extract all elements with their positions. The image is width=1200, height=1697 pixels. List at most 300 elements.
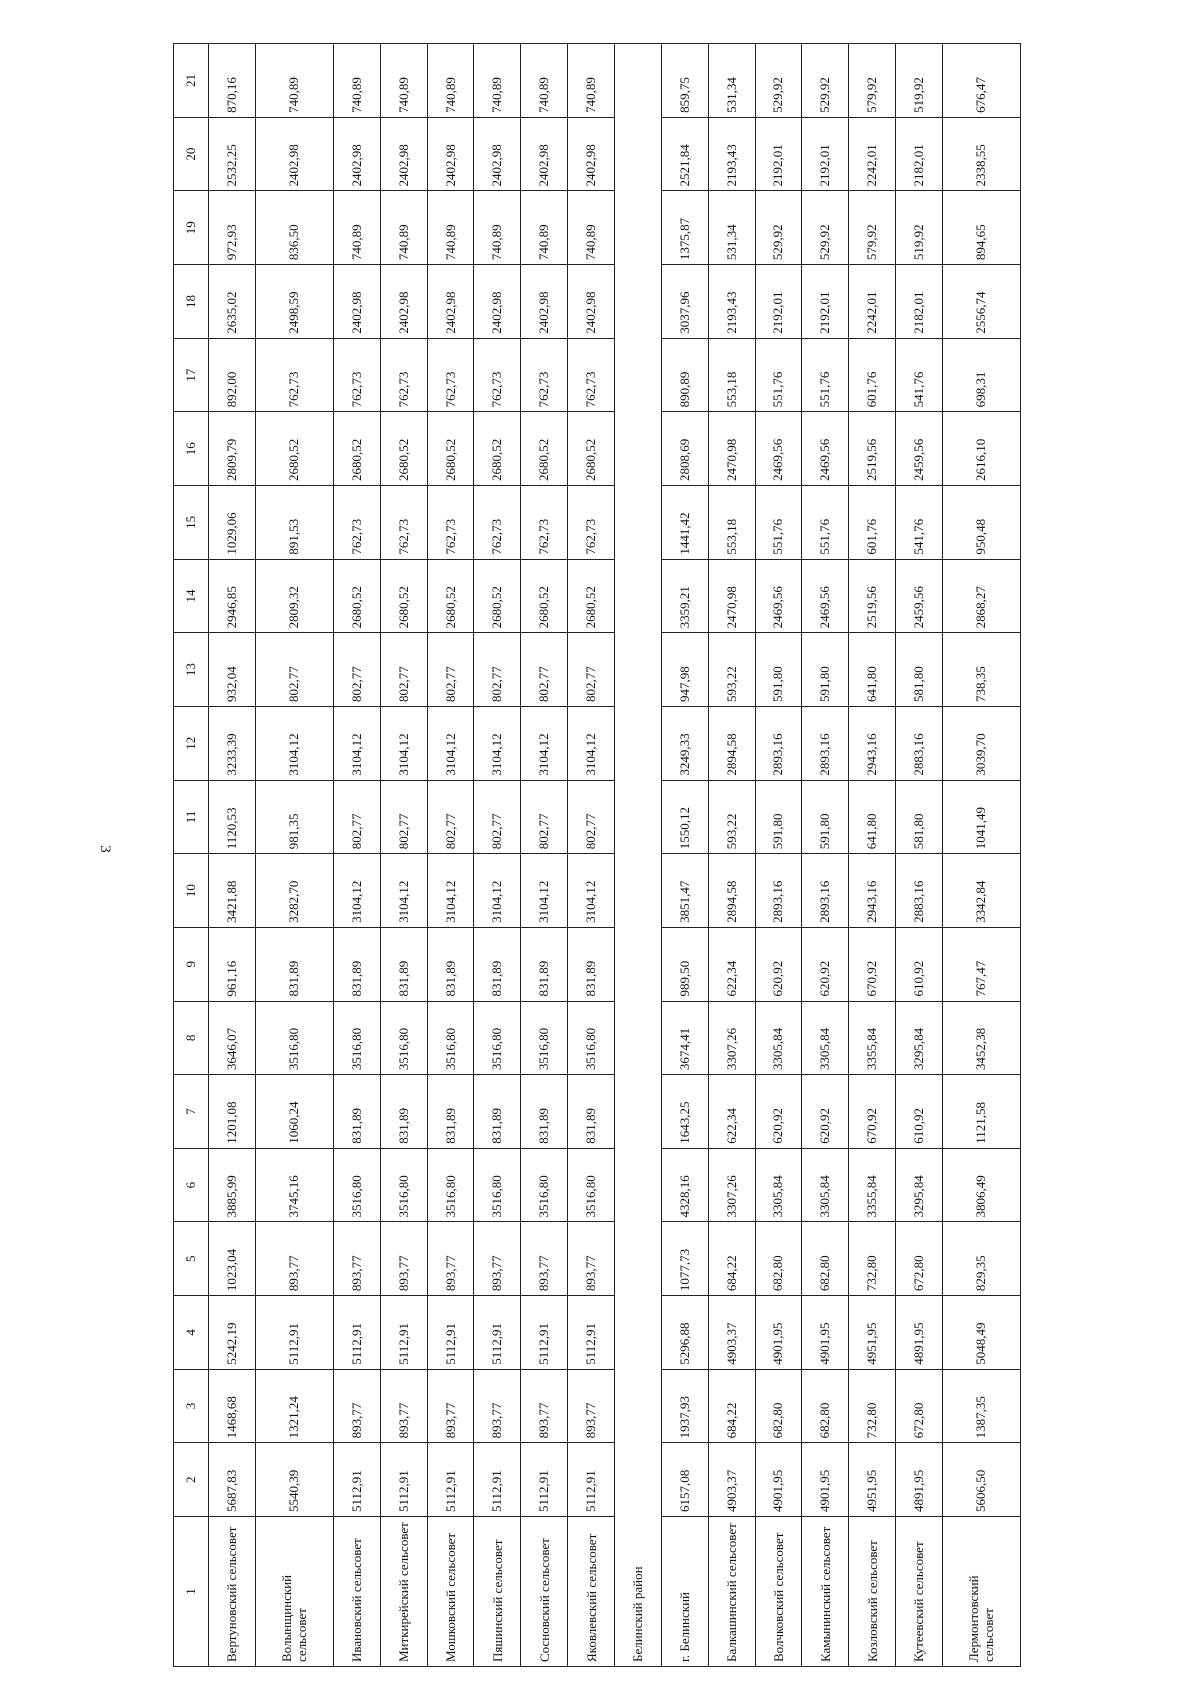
value-cell: 601,76 — [849, 486, 896, 560]
value-cell: 5112,91 — [333, 1443, 380, 1517]
table-row — [255, 44, 333, 1667]
value-cell: 2182,01 — [896, 117, 943, 191]
section-filler-cell — [614, 1369, 661, 1443]
value-cell: 2182,01 — [896, 265, 943, 339]
value-cell: 3104,12 — [568, 854, 615, 928]
value-cell: 892,00 — [209, 338, 256, 412]
value-cell: 3516,80 — [568, 1001, 615, 1075]
value-cell: 932,04 — [209, 633, 256, 707]
value-cell: 551,76 — [755, 338, 802, 412]
row-name: Камынинский сельсовет — [802, 1517, 849, 1667]
value-cell: 2402,98 — [521, 117, 568, 191]
value-cell: 3104,12 — [333, 706, 380, 780]
value-cell: 740,89 — [333, 191, 380, 265]
value-cell: 893,77 — [521, 1222, 568, 1296]
value-cell: 682,80 — [755, 1222, 802, 1296]
value-cell: 3516,80 — [568, 1148, 615, 1222]
value-cell: 2680,52 — [568, 412, 615, 486]
value-cell: 802,77 — [333, 780, 380, 854]
section-filler-cell — [614, 559, 661, 633]
value-cell: 2192,01 — [802, 117, 849, 191]
row-name: Балкашинский сельсовет — [708, 1517, 755, 1667]
value-cell: 2402,98 — [521, 265, 568, 339]
value-cell: 762,73 — [255, 338, 333, 412]
value-cell: 3355,84 — [849, 1148, 896, 1222]
value-cell: 3282,70 — [255, 854, 333, 928]
value-cell: 591,80 — [755, 633, 802, 707]
value-cell: 3104,12 — [380, 706, 427, 780]
value-cell: 3104,12 — [521, 854, 568, 928]
value-cell: 4891,95 — [896, 1296, 943, 1370]
value-cell: 740,89 — [427, 191, 474, 265]
value-cell: 698,31 — [942, 338, 1020, 412]
value-cell: 684,22 — [708, 1369, 755, 1443]
value-cell: 591,80 — [802, 780, 849, 854]
value-cell: 1643,25 — [661, 1075, 708, 1149]
value-cell: 529,92 — [755, 44, 802, 118]
value-cell: 3104,12 — [427, 706, 474, 780]
value-cell: 1321,24 — [255, 1369, 333, 1443]
value-cell: 2808,69 — [661, 412, 708, 486]
value-cell: 3516,80 — [380, 1148, 427, 1222]
column-header-4: 4 — [174, 1296, 209, 1370]
value-cell: 3516,80 — [333, 1001, 380, 1075]
value-cell: 2868,27 — [942, 559, 1020, 633]
value-cell: 740,89 — [380, 191, 427, 265]
value-cell: 3104,12 — [474, 854, 521, 928]
value-cell: 894,65 — [942, 191, 1020, 265]
value-cell: 682,80 — [802, 1222, 849, 1296]
value-cell: 2470,98 — [708, 412, 755, 486]
value-cell: 740,89 — [474, 44, 521, 118]
value-cell: 672,80 — [896, 1369, 943, 1443]
row-name: Мошковский сельсовет — [427, 1517, 474, 1667]
value-cell: 870,16 — [209, 44, 256, 118]
value-cell: 2680,52 — [380, 559, 427, 633]
value-cell: 762,73 — [568, 486, 615, 560]
value-cell: 2192,01 — [802, 265, 849, 339]
value-cell: 1060,24 — [255, 1075, 333, 1149]
value-cell: 831,89 — [521, 927, 568, 1001]
value-cell: 3452,38 — [942, 1001, 1020, 1075]
value-cell: 2402,98 — [333, 117, 380, 191]
value-cell: 2402,98 — [427, 265, 474, 339]
table-row — [896, 44, 943, 1667]
value-cell: 802,77 — [255, 633, 333, 707]
value-cell: 2402,98 — [474, 117, 521, 191]
value-cell: 2192,01 — [755, 117, 802, 191]
value-cell: 2469,56 — [755, 559, 802, 633]
value-cell: 2680,52 — [521, 559, 568, 633]
value-cell: 893,77 — [427, 1369, 474, 1443]
value-cell: 2680,52 — [521, 412, 568, 486]
value-cell: 3305,84 — [802, 1148, 849, 1222]
table-row — [380, 44, 427, 1667]
value-cell: 831,89 — [380, 927, 427, 1001]
table-row — [427, 44, 474, 1667]
value-cell: 2894,58 — [708, 706, 755, 780]
section-filler-cell — [614, 927, 661, 1001]
value-cell: 740,89 — [568, 191, 615, 265]
value-cell: 593,22 — [708, 780, 755, 854]
value-cell: 2402,98 — [255, 117, 333, 191]
value-cell: 5242,19 — [209, 1296, 256, 1370]
value-cell: 2402,98 — [474, 265, 521, 339]
value-cell: 1077,73 — [661, 1222, 708, 1296]
value-cell: 531,34 — [708, 44, 755, 118]
column-header-10: 10 — [174, 854, 209, 928]
column-header-20: 20 — [174, 117, 209, 191]
section-filler-cell — [614, 1443, 661, 1517]
value-cell: 2616,10 — [942, 412, 1020, 486]
value-cell: 2680,52 — [474, 559, 521, 633]
tariff-table — [173, 43, 1021, 1667]
value-cell: 2680,52 — [427, 559, 474, 633]
value-cell: 2193,43 — [708, 265, 755, 339]
row-name: Лермонтовский сельсовет — [942, 1517, 1020, 1667]
value-cell: 2338,55 — [942, 117, 1020, 191]
value-cell: 553,18 — [708, 338, 755, 412]
value-cell: 4901,95 — [755, 1296, 802, 1370]
page-number: 3 — [97, 845, 113, 853]
value-cell: 2883,16 — [896, 706, 943, 780]
value-cell: 541,76 — [896, 486, 943, 560]
value-cell: 5112,91 — [568, 1443, 615, 1517]
value-cell: 1441,42 — [661, 486, 708, 560]
value-cell: 762,73 — [521, 486, 568, 560]
value-cell: 3745,16 — [255, 1148, 333, 1222]
value-cell: 2680,52 — [380, 412, 427, 486]
value-cell: 3516,80 — [521, 1001, 568, 1075]
value-cell: 738,35 — [942, 633, 1020, 707]
value-cell: 2883,16 — [896, 854, 943, 928]
value-cell: 5112,91 — [474, 1443, 521, 1517]
value-cell: 2470,98 — [708, 559, 755, 633]
value-cell: 2402,98 — [380, 117, 427, 191]
value-cell: 3104,12 — [380, 854, 427, 928]
value-cell: 670,92 — [849, 1075, 896, 1149]
value-cell: 5112,91 — [380, 1443, 427, 1517]
value-cell: 762,73 — [427, 486, 474, 560]
column-header-12: 12 — [174, 706, 209, 780]
value-cell: 3295,84 — [896, 1148, 943, 1222]
table-row — [209, 44, 256, 1667]
value-cell: 5112,91 — [521, 1443, 568, 1517]
value-cell: 802,77 — [427, 780, 474, 854]
value-cell: 5112,91 — [333, 1296, 380, 1370]
value-cell: 802,77 — [521, 780, 568, 854]
row-name: Пяшинский сельсовет — [474, 1517, 521, 1667]
value-cell: 3305,84 — [755, 1148, 802, 1222]
table-row — [849, 44, 896, 1667]
value-cell: 2519,56 — [849, 412, 896, 486]
column-header-9: 9 — [174, 927, 209, 1001]
value-cell: 831,89 — [474, 1075, 521, 1149]
value-cell: 802,77 — [380, 780, 427, 854]
value-cell: 4951,95 — [849, 1296, 896, 1370]
value-cell: 2809,79 — [209, 412, 256, 486]
value-cell: 529,92 — [802, 44, 849, 118]
value-cell: 620,92 — [802, 927, 849, 1001]
table-row — [802, 44, 849, 1667]
table-row — [661, 44, 708, 1667]
value-cell: 2498,59 — [255, 265, 333, 339]
value-cell: 762,73 — [474, 338, 521, 412]
value-cell: 3037,96 — [661, 265, 708, 339]
row-name: Кутеевский сельсовет — [896, 1517, 943, 1667]
table-container — [173, 44, 1021, 1667]
value-cell: 893,77 — [380, 1369, 427, 1443]
value-cell: 732,80 — [849, 1222, 896, 1296]
value-cell: 591,80 — [755, 780, 802, 854]
value-cell: 622,34 — [708, 927, 755, 1001]
value-cell: 740,89 — [521, 44, 568, 118]
value-cell: 581,80 — [896, 633, 943, 707]
row-name: Волынщинский сельсовет — [255, 1517, 333, 1667]
value-cell: 620,92 — [802, 1075, 849, 1149]
value-cell: 541,76 — [896, 338, 943, 412]
value-cell: 831,89 — [568, 1075, 615, 1149]
value-cell: 3885,99 — [209, 1148, 256, 1222]
value-cell: 3355,84 — [849, 1001, 896, 1075]
value-cell: 740,89 — [427, 44, 474, 118]
section-filler-cell — [614, 1001, 661, 1075]
value-cell: 3342,84 — [942, 854, 1020, 928]
value-cell: 5296,88 — [661, 1296, 708, 1370]
value-cell: 529,92 — [755, 191, 802, 265]
value-cell: 891,53 — [255, 486, 333, 560]
value-cell: 3806,49 — [942, 1148, 1020, 1222]
column-header-5: 5 — [174, 1222, 209, 1296]
column-header-19: 19 — [174, 191, 209, 265]
row-name: г. Белинский — [661, 1517, 708, 1667]
value-cell: 3305,84 — [802, 1001, 849, 1075]
value-cell: 1387,35 — [942, 1369, 1020, 1443]
value-cell: 4951,95 — [849, 1443, 896, 1517]
value-cell: 670,92 — [849, 927, 896, 1001]
value-cell: 3104,12 — [474, 706, 521, 780]
value-cell: 529,92 — [802, 191, 849, 265]
value-cell: 551,76 — [802, 486, 849, 560]
value-cell: 762,73 — [568, 338, 615, 412]
section-filler-cell — [614, 1222, 661, 1296]
value-cell: 2402,98 — [427, 117, 474, 191]
value-cell: 890,89 — [661, 338, 708, 412]
value-cell: 2532,25 — [209, 117, 256, 191]
value-cell: 989,50 — [661, 927, 708, 1001]
value-cell: 682,80 — [802, 1369, 849, 1443]
value-cell: 2809,32 — [255, 559, 333, 633]
section-filler-cell — [614, 191, 661, 265]
value-cell: 2893,16 — [755, 854, 802, 928]
value-cell: 2193,43 — [708, 117, 755, 191]
table-row — [474, 44, 521, 1667]
value-cell: 2402,98 — [568, 117, 615, 191]
value-cell: 641,80 — [849, 633, 896, 707]
value-cell: 893,77 — [333, 1222, 380, 1296]
value-cell: 3516,80 — [427, 1148, 474, 1222]
value-cell: 591,80 — [802, 633, 849, 707]
value-cell: 802,77 — [568, 780, 615, 854]
value-cell: 2680,52 — [333, 412, 380, 486]
value-cell: 2635,02 — [209, 265, 256, 339]
value-cell: 620,92 — [755, 1075, 802, 1149]
value-cell: 2556,74 — [942, 265, 1020, 339]
value-cell: 676,47 — [942, 44, 1020, 118]
value-cell: 3295,84 — [896, 1001, 943, 1075]
value-cell: 1041,49 — [942, 780, 1020, 854]
value-cell: 5540,39 — [255, 1443, 333, 1517]
value-cell: 831,89 — [427, 927, 474, 1001]
section-title: Белинский район — [614, 1517, 661, 1667]
value-cell: 802,77 — [474, 780, 521, 854]
section-filler-cell — [614, 412, 661, 486]
column-header-21: 21 — [174, 44, 209, 118]
value-cell: 5687,83 — [209, 1443, 256, 1517]
value-cell: 3516,80 — [255, 1001, 333, 1075]
row-name: Вертуновский сельсовет — [209, 1517, 256, 1667]
value-cell: 1120,53 — [209, 780, 256, 854]
section-filler-cell — [614, 1296, 661, 1370]
value-cell: 579,92 — [849, 191, 896, 265]
value-cell: 831,89 — [427, 1075, 474, 1149]
value-cell: 893,77 — [427, 1222, 474, 1296]
value-cell: 831,89 — [333, 1075, 380, 1149]
value-cell: 3359,21 — [661, 559, 708, 633]
value-cell: 3516,80 — [333, 1148, 380, 1222]
value-cell: 2242,01 — [849, 117, 896, 191]
value-cell: 672,80 — [896, 1222, 943, 1296]
value-cell: 762,73 — [333, 486, 380, 560]
value-cell: 3307,26 — [708, 1148, 755, 1222]
value-cell: 762,73 — [380, 338, 427, 412]
value-cell: 2192,01 — [755, 265, 802, 339]
value-cell: 1029,06 — [209, 486, 256, 560]
value-cell: 1468,68 — [209, 1369, 256, 1443]
column-header-3: 3 — [174, 1369, 209, 1443]
value-cell: 829,35 — [942, 1222, 1020, 1296]
value-cell: 961,16 — [209, 927, 256, 1001]
value-cell: 2469,56 — [802, 412, 849, 486]
value-cell: 3305,84 — [755, 1001, 802, 1075]
value-cell: 802,77 — [380, 633, 427, 707]
value-cell: 2521,84 — [661, 117, 708, 191]
value-cell: 3674,41 — [661, 1001, 708, 1075]
section-filler-cell — [614, 117, 661, 191]
row-name: Яковлевский сельсовет — [568, 1517, 615, 1667]
value-cell: 2893,16 — [802, 854, 849, 928]
value-cell: 762,73 — [380, 486, 427, 560]
value-cell: 893,77 — [568, 1222, 615, 1296]
value-cell: 610,92 — [896, 1075, 943, 1149]
table-row — [755, 44, 802, 1667]
section-filler-cell — [614, 780, 661, 854]
value-cell: 831,89 — [333, 927, 380, 1001]
section-filler-cell — [614, 486, 661, 560]
value-cell: 3851,47 — [661, 854, 708, 928]
value-cell: 3104,12 — [255, 706, 333, 780]
value-cell: 622,34 — [708, 1075, 755, 1149]
table-header-row — [174, 44, 209, 1667]
value-cell: 5112,91 — [255, 1296, 333, 1370]
value-cell: 1550,12 — [661, 780, 708, 854]
value-cell: 4901,95 — [755, 1443, 802, 1517]
value-cell: 593,22 — [708, 633, 755, 707]
value-cell: 2459,56 — [896, 412, 943, 486]
column-header-13: 13 — [174, 633, 209, 707]
value-cell: 2469,56 — [802, 559, 849, 633]
value-cell: 531,34 — [708, 191, 755, 265]
value-cell: 3516,80 — [521, 1148, 568, 1222]
row-name: Ивановский сельсовет — [333, 1517, 380, 1667]
section-row — [614, 44, 661, 1667]
section-filler-cell — [614, 633, 661, 707]
value-cell: 2402,98 — [333, 265, 380, 339]
value-cell: 4903,37 — [708, 1296, 755, 1370]
column-header-1: 1 — [174, 1517, 209, 1667]
section-filler-cell — [614, 706, 661, 780]
value-cell: 684,22 — [708, 1222, 755, 1296]
value-cell: 893,77 — [255, 1222, 333, 1296]
value-cell: 831,89 — [255, 927, 333, 1001]
value-cell: 3104,12 — [521, 706, 568, 780]
value-cell: 2680,52 — [333, 559, 380, 633]
value-cell: 2402,98 — [380, 265, 427, 339]
value-cell: 762,73 — [333, 338, 380, 412]
value-cell: 740,89 — [521, 191, 568, 265]
value-cell: 3104,12 — [333, 854, 380, 928]
value-cell: 2894,58 — [708, 854, 755, 928]
value-cell: 893,77 — [380, 1222, 427, 1296]
value-cell: 601,76 — [849, 338, 896, 412]
value-cell: 1375,87 — [661, 191, 708, 265]
row-name: Миткирейский сельсовет — [380, 1517, 427, 1667]
value-cell: 4891,95 — [896, 1443, 943, 1517]
value-cell: 2402,98 — [568, 265, 615, 339]
value-cell: 5048,49 — [942, 1296, 1020, 1370]
value-cell: 732,80 — [849, 1369, 896, 1443]
table-body — [209, 44, 1021, 1667]
value-cell: 740,89 — [255, 44, 333, 118]
value-cell: 893,77 — [568, 1369, 615, 1443]
value-cell: 972,93 — [209, 191, 256, 265]
value-cell: 5112,91 — [427, 1443, 474, 1517]
value-cell: 1937,93 — [661, 1369, 708, 1443]
value-cell: 740,89 — [380, 44, 427, 118]
row-name: Козловский сельсовет — [849, 1517, 896, 1667]
section-filler-cell — [614, 1075, 661, 1149]
column-header-15: 15 — [174, 486, 209, 560]
value-cell: 3516,80 — [380, 1001, 427, 1075]
value-cell: 2680,52 — [568, 559, 615, 633]
value-cell: 5112,91 — [380, 1296, 427, 1370]
column-header-17: 17 — [174, 338, 209, 412]
value-cell: 620,92 — [755, 927, 802, 1001]
value-cell: 4903,37 — [708, 1443, 755, 1517]
value-cell: 2680,52 — [474, 412, 521, 486]
value-cell: 762,73 — [521, 338, 568, 412]
value-cell: 1023,04 — [209, 1222, 256, 1296]
column-header-11: 11 — [174, 780, 209, 854]
value-cell: 802,77 — [568, 633, 615, 707]
value-cell: 893,77 — [474, 1369, 521, 1443]
section-filler-cell — [614, 44, 661, 118]
table-row — [333, 44, 380, 1667]
value-cell: 3233,39 — [209, 706, 256, 780]
value-cell: 610,92 — [896, 927, 943, 1001]
section-filler-cell — [614, 854, 661, 928]
value-cell: 2459,56 — [896, 559, 943, 633]
